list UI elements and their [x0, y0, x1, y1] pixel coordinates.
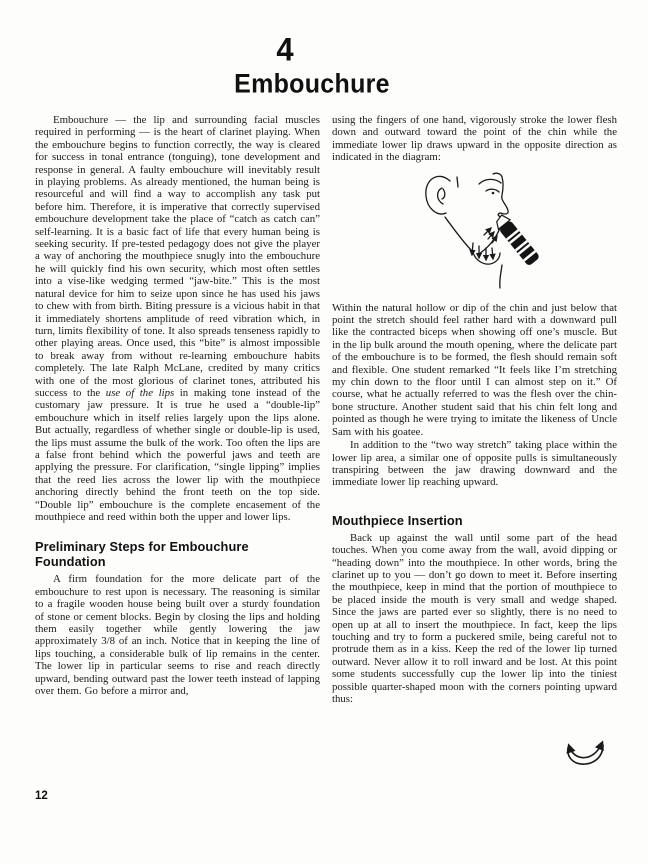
clarinet-mouthpiece [493, 212, 541, 266]
jaw-line [445, 217, 473, 252]
ear-inner2 [442, 189, 445, 199]
left-column [35, 114, 320, 697]
paragraph-mouthpiece-insertion: Back up against the wall until some part of the head touches. When you come away from the wall, avoid dipping or “heading down” into the mouthpiece. In other words, bring the clarinet up to you — don’t go down to meet it. Before inserting the mouthpiece, keep in mind that the portion of mouthpiece to be placed inside the mouth is very small and wedge shaped. Since the jaws are parted ever so slightly, there is no need to open up at all to insert the mouthpiece. In fact, keep the lips touching and try to form a puckered smile, being careful not to protrude them as in a kiss. Keep the red of the lower lip turned outward. Never allow it to roll inward and be lost. At this point some students successfully cup the lower lip into the tiniest possible quarter-shaped moon with the corners pointing upward thus: [332, 531, 617, 705]
crescent-inner-curve [569, 743, 602, 758]
paragraph-foundation: A firm foundation for the more delicate part of the embouchure to rest upon is necessary. The reasoning is similar to a fragile wooden house being built over a sturdy foundation of stone or cement blocks. Begin by closing the lips and holding them easily together while gently lowering the jaw approximately 3/8 of an inch. Notice that in keeping the line of lips touching, a considerable bulk of lip remains in the center. The lower lip in particular seems to rise and reach directly upward, bending outward past the lower teeth instead of lapping over them. Go before a mirror and, [35, 573, 320, 698]
paragraph-chin-stretch: Within the natural hollow or dip of the chin and just below that point the stretch should feel rather hard with a downward pull like the contracted biceps when showing off one’s muscle. But in the lip bulk around the mouth opening, where the delicate part of the embouchure is to be formed, the flesh should remain soft and flexible. One student remarked “It feels like I’m stretching my chin down to the floor until I can almost step on it.” Of course, what he actually referred to was the flesh over the chin-bone structure. Another student said that his chin felt long and pointed as though he were trying to imitate the likeness of Uncle Sam with his goatee. [332, 301, 617, 438]
paragraph-two-way-stretch: In addition to the “two way stretch” taking place within the lower lip area, a similar one of opposite pulls is simultaneously transpiring between the jaw drawing downward and the immediate lower lip reaching upward. [332, 439, 617, 489]
paragraph-text: in making tone instead of the customary jaw pressure. It is true he used a “double-lip” embouchure which in itself relies largely upon the lips alone. But actually, regardless of whether single or double-lip is used, the lips must assume the bulk of the work. Too often the lips are a false front behind which the powerful jaws and teeth are applying the pressure. For clarification, “single lipping” implies that the reed lies across the lower lip with the mouthpiece anchoring directly behind the front teeth on the top side. “Double lip” embouchure is the complete encasement of the mouthpiece and reed within both the upper and lower lips. [35, 386, 320, 523]
eyelid [486, 189, 499, 192]
diagram-container [332, 167, 617, 297]
hair-line [457, 177, 458, 187]
down-arrow [492, 248, 493, 259]
ear-inner [438, 188, 443, 204]
up-arrow [488, 232, 494, 239]
paragraph-embouchure-intro [35, 114, 320, 523]
chapter-number: 4 [276, 31, 294, 68]
eyebrow [479, 179, 501, 184]
crescent-outer-curve [568, 745, 603, 764]
up-arrow [484, 228, 491, 235]
paragraph-stroke-instructions: using the fingers of one hand, vigorously stroke the lower flesh down and outward toward the point of the chin while the immediate lower lip draws upward in the opposite direction as indicated in the diagram: [332, 114, 617, 164]
face-profile-mouthpiece-diagram [416, 167, 584, 297]
crescent-moon-arrows-icon [559, 734, 611, 780]
mouthpiece-body [498, 219, 540, 266]
chin-front [479, 228, 500, 254]
right-column [332, 114, 617, 705]
section-heading-mouthpiece-insertion: Mouthpiece Insertion [332, 512, 463, 528]
page-number: 12 [35, 790, 48, 802]
hairline [493, 173, 502, 177]
eye [492, 191, 495, 194]
section-heading-preliminary-steps: Preliminary Steps for Embouchure Foundation [35, 539, 249, 570]
paragraph-text: Embouchure — the lip and surrounding facial muscles required in performing — is the heart of clarinet playing. When the embouchure begins to function correctly, the way is cleared for success in tonal entrance (tonguing), tone development and response in general. A faulty embouchure will inevitably result in playing problems. As already mentioned, the human being is resourceful and will find a way to accomplish any task put before him. Therefore, it is imperative that correctly supervised embouchure development take the place of “catch as catch can” self-learning. It is a basic fact of life that every human being is seeking security. If pre-tested pedagogy does not give the player a way of anchoring the mouthpiece snugly into the embouchure he will quickly find his own security, which most often settles into a vise-like wedging termed “jaw-bite.” This is the most natural device for him to seize upon since he has used his jaws to chew with from birth. Biting pressure is a vicious habit in that it immediately shortens amplitude of reed vibration which, in turn, limits flexibility of tone. It also spreads tenseness rapidly to other playing areas. Once used, this “bite” is almost impossible to break away from without re-learning embouchure habits completely. The late Ralph McLane, credited by many critics with one of the most glorious of clarinet tones, attributed his success to the [35, 114, 320, 399]
italic-phrase: use of the lips [105, 386, 175, 399]
up-arrow [492, 236, 497, 243]
neck-line [500, 265, 502, 288]
page-title: Embouchure [234, 68, 390, 100]
